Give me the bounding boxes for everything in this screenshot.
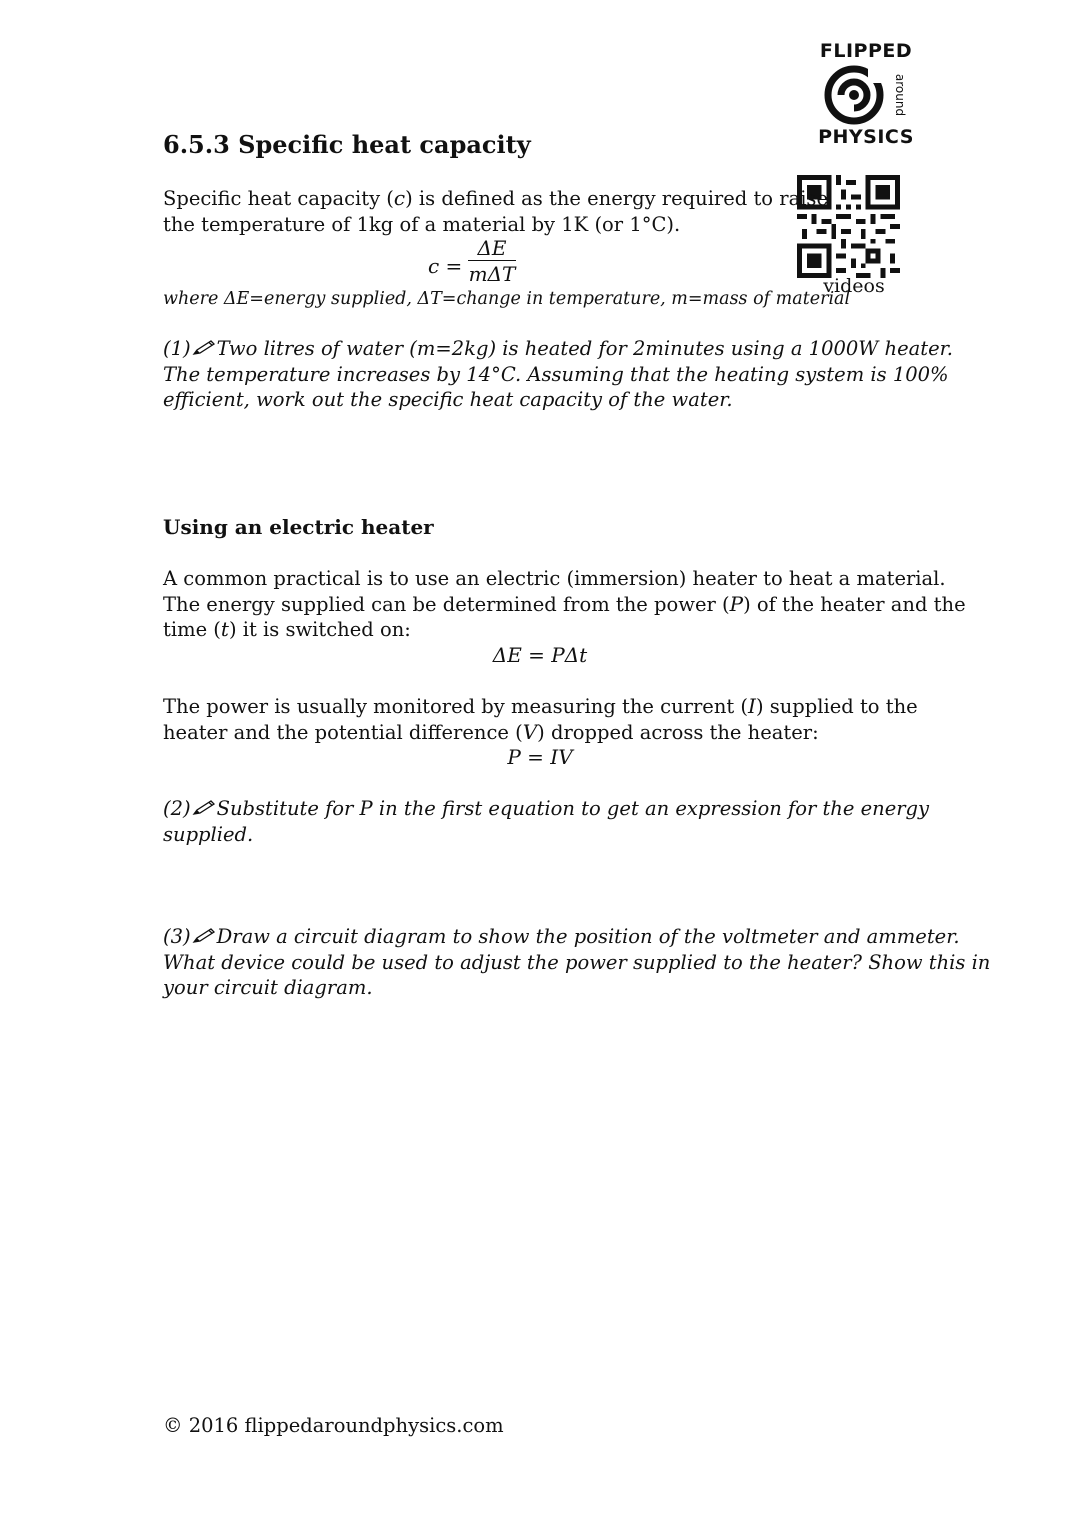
power-line2-pre: heater and the potential difference ( [163,720,523,744]
intro-var-c: c [393,186,406,210]
power-var-i: I [748,694,756,718]
question-1-line3: efficient, work out the specific heat capacity of the water. [163,388,733,411]
logo-top-text: FLIPPED [819,40,913,62]
question-3 [163,924,990,1001]
intro-paragraph [163,186,828,237]
section-title: 6.5.3 Specific heat capacity [163,130,531,159]
heater-var-p: P [729,591,744,616]
question-3-number: (3) [163,925,191,948]
question-1-line1: Two litres of water (m=2kg) is heated for 2minutes using a 1000W heater. [216,337,954,360]
footer-copyright: © 2016 flippedaroundphysics.com [163,1414,504,1437]
qr-caption: videos [823,275,885,297]
question-1 [163,336,953,413]
question-1-line2: The temperature increases by 14°C. Assuming that the heating system is 100% [163,362,949,386]
heater-line2-pre: The energy supplied can be determined from the power ( [163,592,730,616]
question-2 [163,796,929,847]
power-line1-pre: The power is usually monitored by measuring the current ( [163,695,749,718]
flipped-around-physics-logo [818,38,914,150]
question-3-line1: Draw a circuit diagram to show the position of the voltmeter and ammeter. [216,925,960,948]
formula-lhs: c = [428,254,463,278]
swirl-icon [824,65,884,125]
logo-side-text: around [893,73,907,117]
subheading-electric-heater: Using an electric heater [163,515,434,539]
question-1-number: (1) [163,337,191,360]
heater-var-t: t [220,617,229,641]
logo-bottom-text: PHYSICS [818,126,914,148]
formula-definition: where ΔE=energy supplied, ΔT=change in temperature, m=mass of material [163,289,851,309]
power-formula: P = IV [507,745,573,769]
intro-line2: the temperature of 1kg of a material by 1K (or 1°C). [163,212,681,236]
pencil-icon [192,340,216,356]
formula-fraction [468,236,516,287]
formula-denominator: mΔT [468,262,516,286]
power-var-v: V [522,719,538,744]
power-paragraph [163,694,918,745]
question-2-number: (2) [163,797,191,820]
pencil-icon [192,928,216,944]
question-3-line3: your circuit diagram. [163,976,373,999]
question-2-line1: Substitute for P in the first equation to get an expression for the energy [216,797,930,820]
intro-line1-pre: Specific heat capacity ( [163,187,394,210]
question-3-line2: What device could be used to adjust the power supplied to the heater? Show this in [163,950,991,974]
power-line2-post: ) dropped across the heater: [537,720,819,744]
question-2-line2: supplied. [163,822,254,846]
heater-line3-post: ) it is switched on: [228,618,411,641]
intro-line1-post: ) is defined as the energy required to raise [405,187,828,210]
heater-line1: A common practical is to use an electric (immersion) heater to heat a material. [163,567,946,590]
power-line1-post: ) supplied to the [755,695,918,718]
heater-line2-post: ) of the heater and the [743,592,966,616]
energy-formula: ΔE = PΔt [492,643,588,667]
heater-line3-pre: time ( [163,618,221,641]
formula-numerator: ΔE [468,236,516,261]
pencil-icon [192,800,216,816]
heater-paragraph [163,566,966,643]
